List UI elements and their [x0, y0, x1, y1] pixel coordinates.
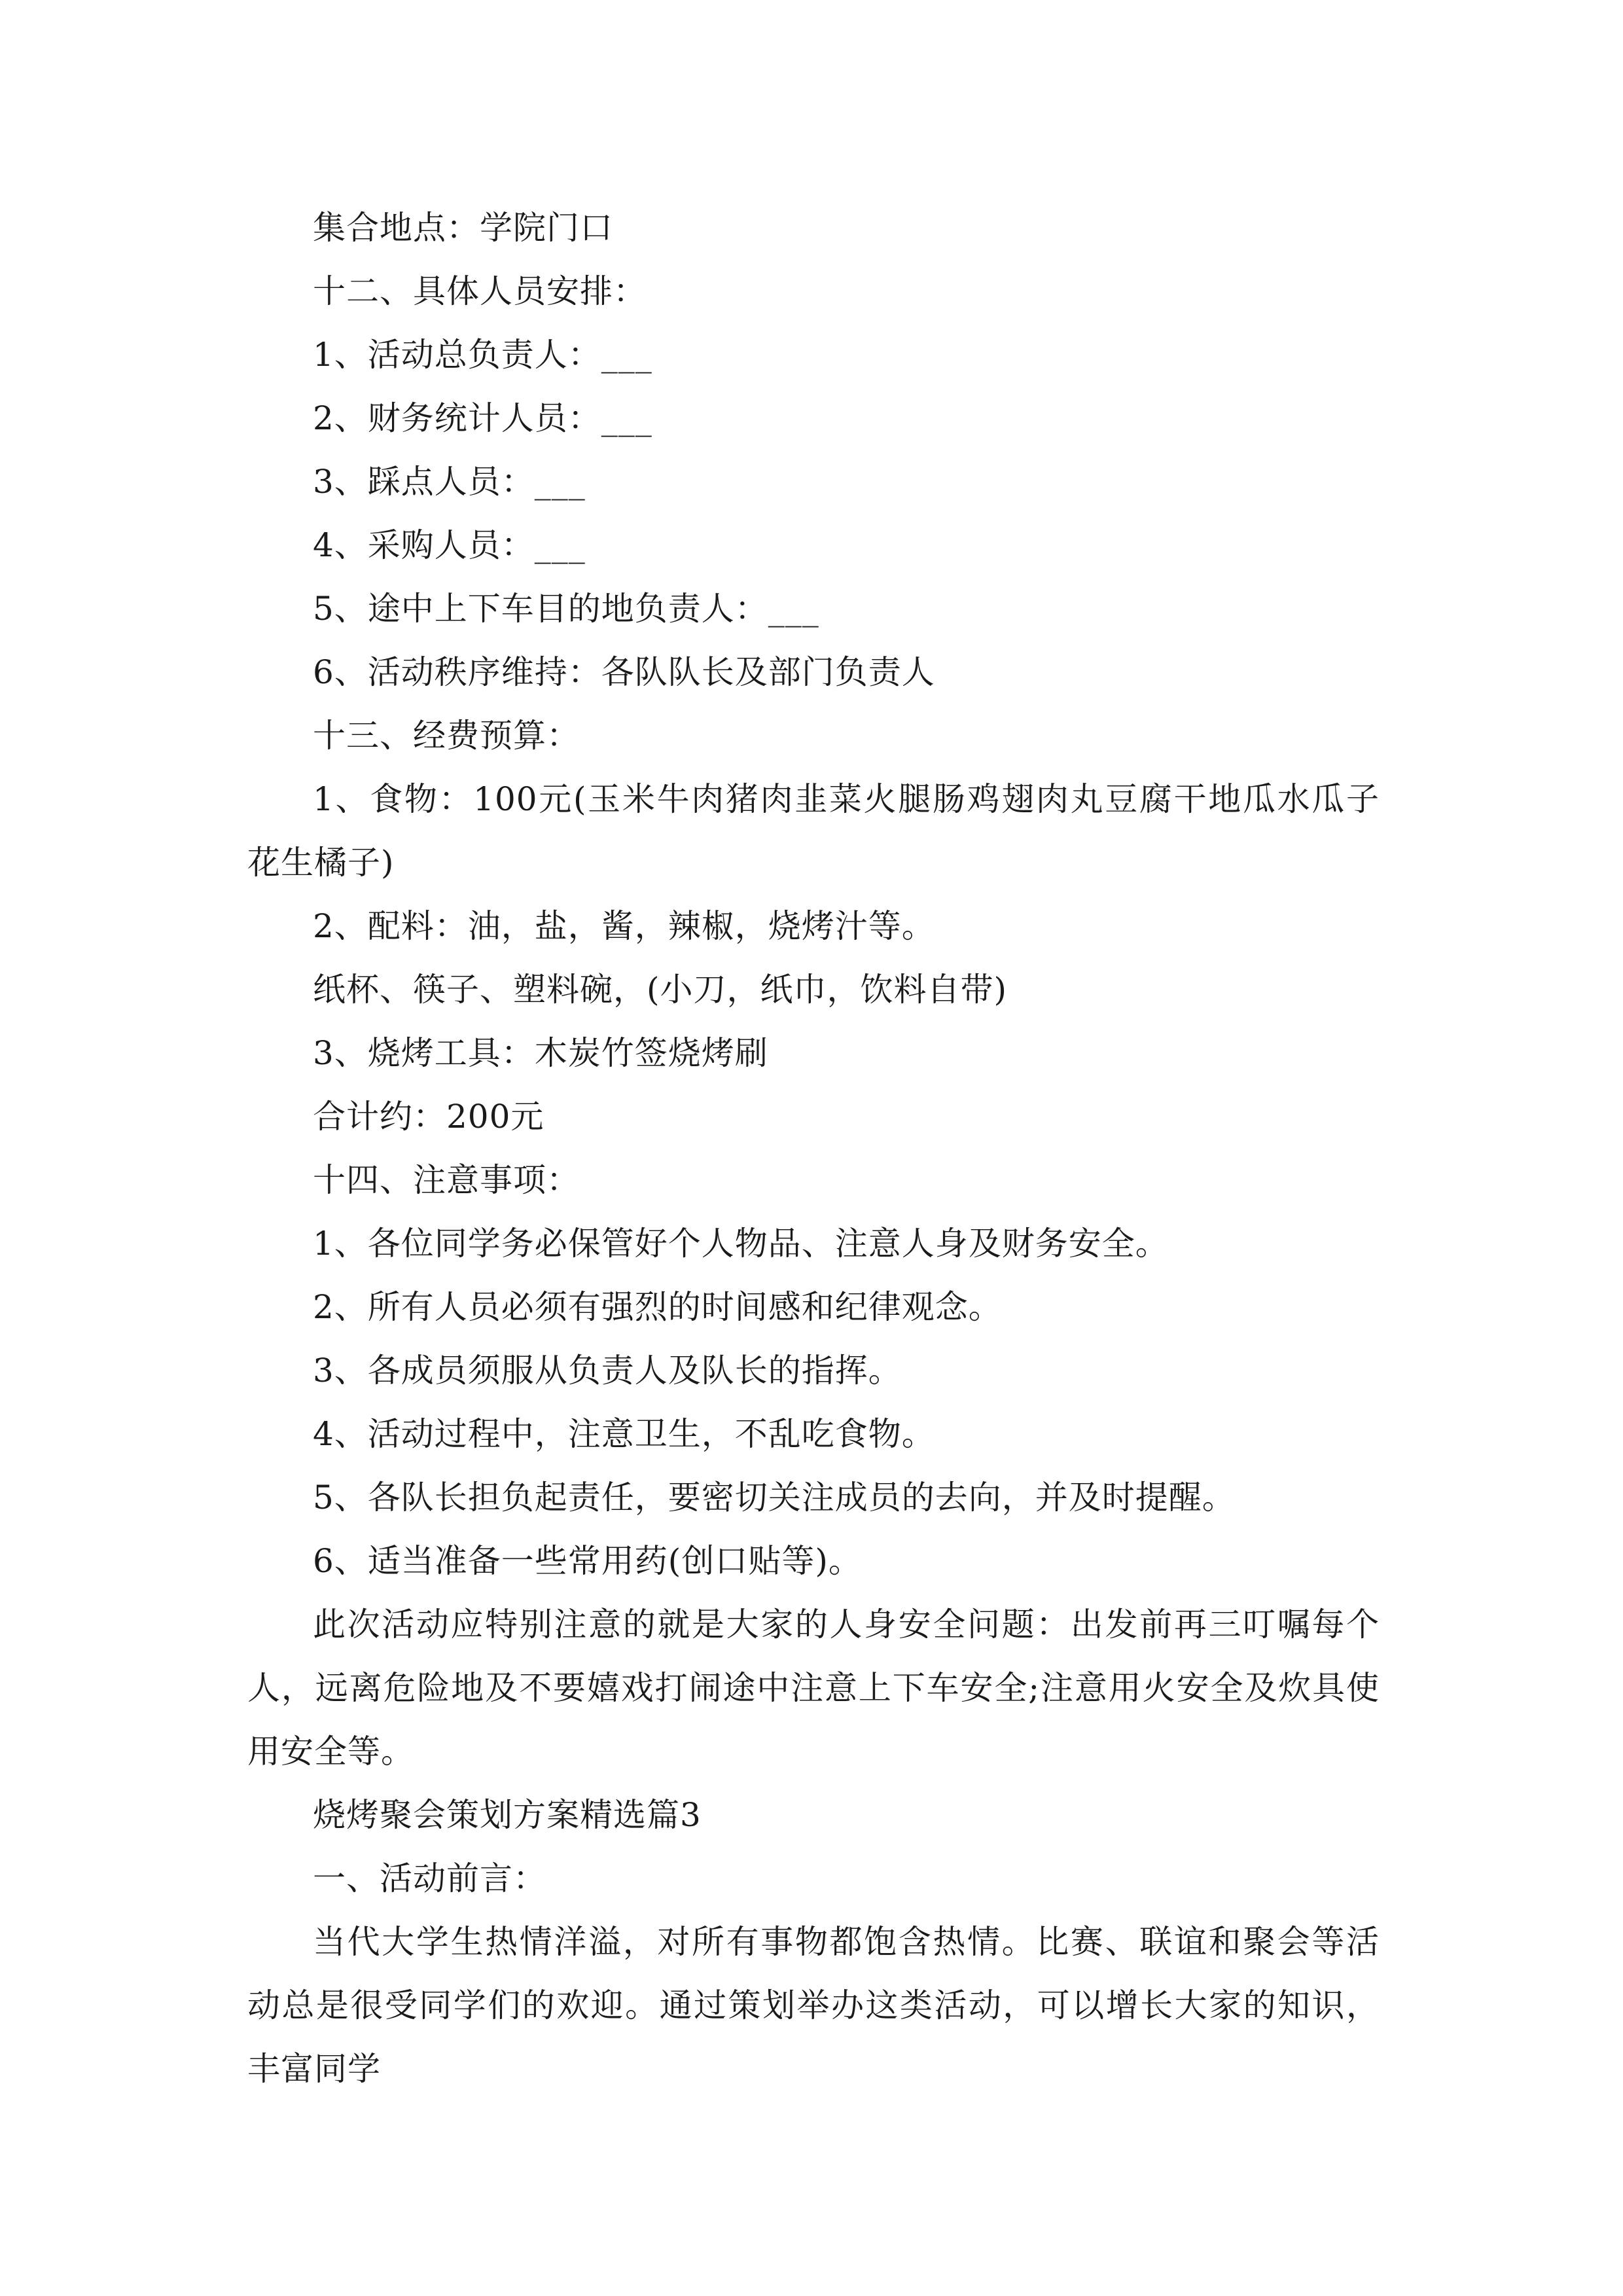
list-item: 2、财务统计人员：___	[313, 399, 652, 437]
list-item: 4、采购人员：___	[313, 526, 586, 564]
list-item: 1、活动总负责人：___	[313, 336, 652, 374]
list-item: 6、活动秩序维持：各队队长及部门负责人	[313, 653, 935, 691]
paragraph: 合计约：200元	[313, 1098, 544, 1136]
list-item: 6、适当准备一些常用药(创口贴等)。	[313, 1542, 862, 1580]
section-heading: 十二、具体人员安排：	[313, 272, 647, 310]
list-item: 2、所有人员必须有强烈的时间感和纪律观念。	[313, 1288, 1002, 1326]
list-item: 5、各队长担负起责任，要密切关注成员的去向，并及时提醒。	[313, 1479, 1236, 1516]
list-item: 2、配料：油，盐，酱，辣椒，烧烤汁等。	[313, 907, 935, 945]
list-item: 5、途中上下车目的地负责人：___	[313, 590, 819, 628]
list-item: 3、踩点人员：___	[313, 463, 586, 501]
paragraph: 集合地点：学院门口	[313, 209, 613, 247]
list-item: 1、食物：100元(玉米牛肉猪肉韭菜火腿肠鸡翅肉丸豆腐干地瓜水瓜子花生橘子)	[247, 780, 1380, 882]
article-title: 烧烤聚会策划方案精选篇3	[313, 1796, 702, 1834]
section-heading: 一、活动前言：	[313, 1859, 546, 1897]
paragraph: 当代大学生热情洋溢，对所有事物都饱含热情。比赛、联谊和聚会等活动总是很受同学们的欢迎。通过策划举办这类活动，可以增长大家的知识，丰富同学	[247, 1923, 1380, 2088]
paragraph: 此次活动应特别注意的就是大家的人身安全问题：出发前再三叮嘱每个人，远离危险地及不要嬉戏打闹途中注意上下车安全;注意用火安全及炊具使用安全等。	[247, 1605, 1380, 1770]
document-body	[247, 196, 1380, 2101]
list-item: 3、各成员须服从负责人及队长的指挥。	[313, 1352, 902, 1390]
section-heading: 十三、经费预算：	[313, 717, 580, 755]
list-item: 4、活动过程中，注意卫生，不乱吃食物。	[313, 1415, 935, 1453]
section-heading: 十四、注意事项：	[313, 1161, 580, 1199]
paragraph: 纸杯、筷子、塑料碗，(小刀，纸巾，饮料自带)	[313, 971, 1008, 1009]
list-item: 1、各位同学务必保管好个人物品、注意人身及财务安全。	[313, 1225, 1169, 1263]
list-item: 3、烧烤工具：木炭竹签烧烤刷	[313, 1034, 768, 1072]
